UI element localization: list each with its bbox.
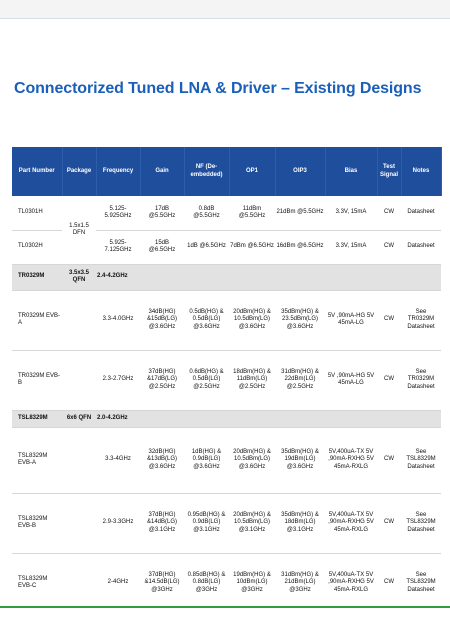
oip3: 35dBm(HG) & 19dBm(LG) @3.6GHz: [275, 427, 325, 493]
op1: 19dBm(HG) & 10dBm(LG) @3GHz: [229, 553, 275, 613]
col-bias: Bias: [325, 147, 377, 196]
op1: 20dBm(HG) & 10.5dBm(LG) @3.6GHz: [229, 290, 275, 350]
footer-band: [0, 608, 450, 636]
op1: 7dBm @6.5GHz: [229, 230, 275, 264]
gain: 17dB @5.5GHz: [140, 196, 184, 230]
group-package: 6x6 QFN: [62, 410, 96, 427]
bias: 5V ,90mA-HG 5V 45mA-LG: [325, 290, 377, 350]
bias: 5V,400uA-TX 5V ,90mA-RXHG 5V 45mA-RXLG: [325, 553, 377, 613]
nf: 0.85dB(HG) & 0.8dB(LG) @3GHz: [184, 553, 229, 613]
part-number: TR0329M EVB-A: [12, 290, 62, 350]
part-number: TL0301H: [12, 196, 62, 230]
col-test-signal: Test Signal: [377, 147, 401, 196]
part-number: TSL8329M EVB-B: [12, 493, 62, 553]
oip3: 16dBm @6.5GHz: [275, 230, 325, 264]
test-signal: CW: [377, 290, 401, 350]
nf: 1dB @6.5GHz: [184, 230, 229, 264]
group-frequency: 2.4-4.2GHz: [96, 264, 140, 290]
bias: 5V,400uA-TX 5V ,90mA-RXHG 5V 45mA-RXLG: [325, 493, 377, 553]
frequency: 2-4GHz: [96, 553, 140, 613]
col-op1: OP1: [229, 147, 275, 196]
group-row: [12, 264, 441, 290]
test-signal: CW: [377, 230, 401, 264]
gain: 37dB(HG) &17dB(LG) @2.5GHz: [140, 350, 184, 410]
table-row: [12, 290, 441, 350]
frequency: 5.925-7.125GHz: [96, 230, 140, 264]
part-number: TR0329M EVB-B: [12, 350, 62, 410]
notes-link[interactable]: See TR0329M Datasheet: [401, 290, 441, 350]
frequency: 2.9-3.3GHz: [96, 493, 140, 553]
table-row: [12, 427, 441, 493]
col-nf: NF (De-embedded): [184, 147, 229, 196]
oip3: 35dBm(HG) & 18dBm(LG) @3.1GHz: [275, 493, 325, 553]
oip3: 31dBm(HG) & 21dBm(LG) @3GHz: [275, 553, 325, 613]
frequency: 3.3-4.0GHz: [96, 290, 140, 350]
gain: 37dB(HG) &14dB(LG) @3.1GHz: [140, 493, 184, 553]
page-title: Connectorized Tuned LNA & Driver – Existing Designs: [14, 80, 422, 97]
op1: 11dBm @5.5GHz: [229, 196, 275, 230]
frequency: 5.125-5.925GHz: [96, 196, 140, 230]
header-row: [12, 147, 441, 196]
col-package: Package: [62, 147, 96, 196]
col-oip3: OIP3: [275, 147, 325, 196]
table-row: [12, 350, 441, 410]
nf: 0.5dB(HG) & 0.5dB(LG) @3.6GHz: [184, 290, 229, 350]
nf: 0.95dB(HG) & 0.9dB(LG) @3.1GHz: [184, 493, 229, 553]
part-number: TSL8329M EVB-A: [12, 427, 62, 493]
group-frequency: 2.0-4.2GHz: [96, 410, 140, 427]
oip3: 21dBm @5.5GHz: [275, 196, 325, 230]
col-part-number: Part Number: [12, 147, 62, 196]
oip3: 35dBm(HG) & 23.5dBm(LG) @3.6GHz: [275, 290, 325, 350]
nf: 0.8dB @5.5GHz: [184, 196, 229, 230]
top-band: [0, 0, 450, 19]
bias: 3.3V, 15mA: [325, 230, 377, 264]
group-part-number: TR0329M: [12, 264, 62, 290]
table-row: [12, 553, 441, 613]
col-frequency: Frequency: [96, 147, 140, 196]
col-gain: Gain: [140, 147, 184, 196]
gain: 15dB @6.5GHz: [140, 230, 184, 264]
nf: 0.6dB(HG) & 0.5dB(LG) @2.5GHz: [184, 350, 229, 410]
test-signal: CW: [377, 196, 401, 230]
test-signal: CW: [377, 553, 401, 613]
op1: 20dBm(HG) & 10.5dBm(LG) @3.6GHz: [229, 427, 275, 493]
frequency: 2.3-2.7GHz: [96, 350, 140, 410]
notes-link[interactable]: Datasheet: [401, 196, 441, 230]
test-signal: CW: [377, 427, 401, 493]
designs-table: [12, 147, 441, 614]
gain: 37dB(HG) &14.5dB(LG) @3GHz: [140, 553, 184, 613]
op1: 20dBm(HG) & 10.5dBm(LG) @3.1GHz: [229, 493, 275, 553]
test-signal: CW: [377, 350, 401, 410]
part-number: TL0302H: [12, 230, 62, 264]
table-row: [12, 196, 441, 230]
part-number: TSL8329M EVB-C: [12, 553, 62, 613]
group-row: [12, 410, 441, 427]
group-package: 3.5x3.5 QFN: [62, 264, 96, 290]
notes-link[interactable]: See TR0329M Datasheet: [401, 350, 441, 410]
oip3: 31dBm(HG) & 22dBm(LG) @2.5GHz: [275, 350, 325, 410]
frequency: 3.3-4GHz: [96, 427, 140, 493]
package: 1.5x1.5 DFN: [62, 196, 96, 264]
gain: 32dB(HG) &13dB(LG) @3.6GHz: [140, 427, 184, 493]
nf: 1dB(HG) & 0.9dB(LG) @3.6GHz: [184, 427, 229, 493]
group-part-number: TSL8329M: [12, 410, 62, 427]
op1: 18dBm(HG) & 11dBm(LG) @2.5GHz: [229, 350, 275, 410]
notes-link[interactable]: See TSL8329M Datasheet: [401, 493, 441, 553]
notes-link[interactable]: Datasheet: [401, 230, 441, 264]
bias: 5V,400uA-TX 5V ,90mA-RXHG 5V 45mA-RXLG: [325, 427, 377, 493]
notes-link[interactable]: See TSL8329M Datasheet: [401, 427, 441, 493]
gain: 34dB(HG) &15dB(LG) @3.6GHz: [140, 290, 184, 350]
bias: 3.3V, 15mA: [325, 196, 377, 230]
test-signal: CW: [377, 493, 401, 553]
table-row: [12, 493, 441, 553]
bias: 5V ,90mA-HG 5V 45mA-LG: [325, 350, 377, 410]
notes-link[interactable]: See TSL8329M Datasheet: [401, 553, 441, 613]
col-notes: Notes: [401, 147, 441, 196]
